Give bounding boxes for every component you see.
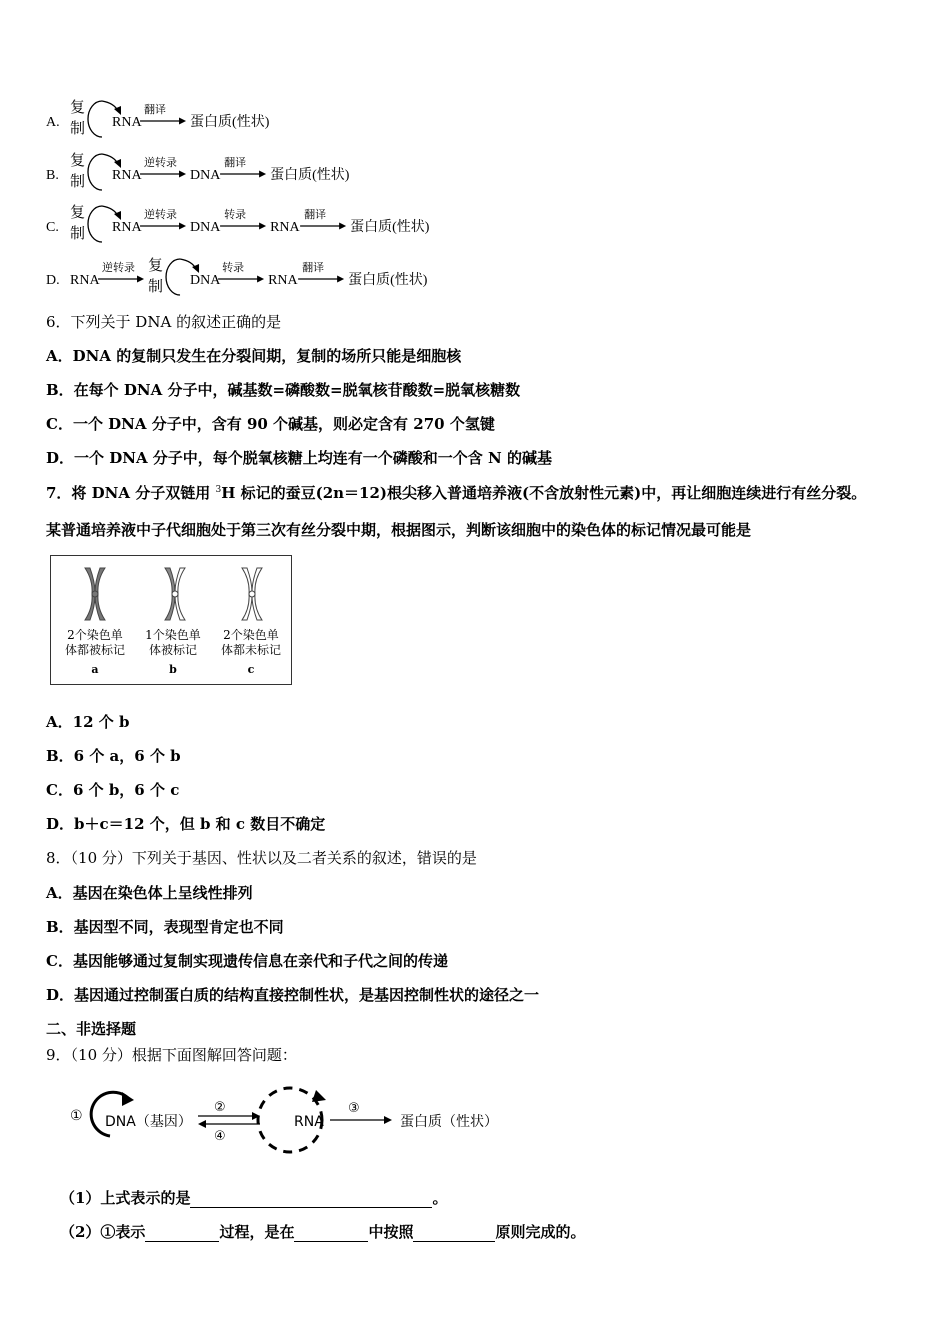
q8-option-c[interactable]: C．基因能够通过复制实现遗传信息在亲代和子代之间的传递 <box>46 952 448 970</box>
gene-expression-diagram <box>60 1078 520 1162</box>
loop-label-top: 复 <box>70 100 86 116</box>
figure-caption-c <box>211 628 291 677</box>
q9-stem: 9．（10 分）根据下面图解回答问题： <box>46 1046 297 1064</box>
diagram-rna: RNA <box>294 1114 324 1130</box>
caption-b-line2: 体被标记 <box>148 643 197 657</box>
option-letter: D. <box>46 273 60 288</box>
flow-prefix-label: 逆转录 <box>102 262 136 274</box>
q9-sub2-blank1[interactable] <box>145 1227 219 1242</box>
q9-sub2-blank2[interactable] <box>294 1227 368 1242</box>
flow-step-0-label: 逆转录 <box>144 157 178 169</box>
q7-stem-line2: 某普通培养液中子代细胞处于第三次有丝分裂中期，根据图示，判断该细胞中的染色体的标记情况最可能是 <box>46 521 752 539</box>
flow-target-0: DNA <box>190 168 221 183</box>
caption-a-line2: 体都被标记 <box>64 643 125 657</box>
q9-sub1-post: 。 <box>432 1189 448 1207</box>
loop-node: DNA <box>190 273 221 288</box>
q8-stem: 8．（10 分）下列关于基因、性状以及二者关系的叙述，错误的是 <box>46 849 477 867</box>
loop-node: RNA <box>112 220 142 235</box>
flow-prefix-node: RNA <box>70 273 100 288</box>
figure-caption-b <box>133 628 213 677</box>
loop-node: RNA <box>112 168 142 183</box>
figure-caption-a <box>55 628 135 677</box>
q9-sub2-c: 中按照 <box>368 1223 414 1241</box>
flow-prefix-arrowhead <box>137 276 144 283</box>
q6-option-b[interactable]: B．在每个 DNA 分子中，碱基数=磷酸数=脱氧核苷酸数=脱氧核糖数 <box>46 381 521 399</box>
replication-loop-icon <box>88 154 102 190</box>
diagram-num-3: ③ <box>348 1101 360 1116</box>
q8-option-a[interactable]: A．基因在染色体上呈线性排列 <box>46 884 253 902</box>
q9-sub2-blank3[interactable] <box>413 1227 495 1242</box>
flow-step-1-arrowhead <box>259 171 266 178</box>
flow-target-0: 蛋白质(性状) <box>190 115 270 130</box>
loop-node: RNA <box>112 115 142 130</box>
flow-step-0-label: 翻译 <box>144 104 167 116</box>
q7-stem-sup: 3 <box>215 485 222 495</box>
q7-option-d[interactable]: D．b＋c＝12 个，但 b 和 c 数目不确定 <box>46 815 326 833</box>
caption-c-tag: c <box>247 663 255 676</box>
loop-label-bottom: 制 <box>70 226 86 242</box>
q7-option-b[interactable]: B．6 个 a，6 个 b <box>46 747 181 765</box>
q9-sub1-pre: （1）上式表示的是 <box>60 1189 191 1207</box>
caption-a-tag: a <box>91 663 99 676</box>
flow-step-2-arrowhead <box>339 223 346 230</box>
replication-loop-icon <box>166 259 180 295</box>
q9-sub1-blank[interactable] <box>190 1193 432 1208</box>
flow-target-1: RNA <box>270 220 300 235</box>
chromosome-figure <box>50 555 292 685</box>
flow-option-a <box>46 95 366 141</box>
flow-step-0-arrowhead <box>257 276 264 283</box>
q9-sub1 <box>60 1187 447 1208</box>
q7-option-a[interactable]: A．12 个 b <box>46 713 130 731</box>
caption-b-line1: 1个染色单 <box>145 628 201 642</box>
flow-step-2-label: 翻译 <box>304 209 327 221</box>
q8-option-b[interactable]: B．基因型不同，表现型肯定也不同 <box>46 918 284 936</box>
q8-option-d[interactable]: D．基因通过控制蛋白质的结构直接控制性状，是基因控制性状的途径之一 <box>46 986 540 1004</box>
flow-step-1-arrowhead <box>337 276 344 283</box>
q9-sub2 <box>60 1221 586 1242</box>
caption-c-line1: 2个染色单 <box>223 628 279 642</box>
loop-label-bottom: 制 <box>70 121 86 137</box>
chromosome-b-icon <box>159 566 191 622</box>
caption-b-tag: b <box>169 663 177 676</box>
loop-label-bottom: 制 <box>70 174 86 190</box>
flow-step-1-label: 翻译 <box>224 157 247 169</box>
q6-stem: 6．下列关于 DNA 的叙述正确的是 <box>46 313 282 331</box>
loop-label-top: 复 <box>70 153 86 169</box>
loop-label-top: 复 <box>70 205 86 221</box>
diagram-num-1: ① <box>70 1108 83 1124</box>
flow-step-0-arrowhead <box>179 171 186 178</box>
diagram-dna: DNA（基因） <box>105 1114 192 1130</box>
q6-option-c[interactable]: C．一个 DNA 分子中，含有 90 个碱基，则必定含有 270 个氢键 <box>46 415 495 433</box>
diagram-num-2: ② <box>214 1100 226 1115</box>
loop-label-top: 复 <box>148 258 164 274</box>
flow-step-0-arrowhead <box>179 223 186 230</box>
flow-step-0-arrowhead <box>179 118 186 125</box>
flow-option-d <box>46 253 526 299</box>
replication-loop-icon <box>88 101 102 137</box>
q9-sub2-a: （2）①表示 <box>60 1223 146 1241</box>
flow-option-b <box>46 148 446 194</box>
q7-stem-part1: 7．将 DNA 分子双链用 <box>46 484 216 502</box>
flow-target-2: 蛋白质(性状) <box>350 220 430 235</box>
q9-sub2-b: 过程，是在 <box>219 1223 295 1241</box>
diagram-num-4: ④ <box>214 1129 226 1144</box>
flow-step-0-label: 转录 <box>222 262 245 274</box>
section-heading: 二、非选择题 <box>46 1020 137 1038</box>
caption-c-line2: 体都未标记 <box>220 643 281 657</box>
q7-stem <box>46 482 866 503</box>
option-letter: B. <box>46 168 59 183</box>
flow-step-1-label: 转录 <box>224 209 247 221</box>
q6-option-d[interactable]: D．一个 DNA 分子中，每个脱氧核糖上均连有一个磷酸和一个含 N 的碱基 <box>46 449 552 467</box>
flow-step-0-label: 逆转录 <box>144 209 178 221</box>
caption-a-line1: 2个染色单 <box>67 628 123 642</box>
diagram-protein: 蛋白质（性状） <box>400 1114 498 1130</box>
flow-target-1: 蛋白质(性状) <box>348 273 428 288</box>
option-letter: A. <box>46 115 60 130</box>
option-letter: C. <box>46 220 59 235</box>
flow-option-c <box>46 200 526 246</box>
flow-target-1: 蛋白质(性状) <box>270 168 350 183</box>
flow-target-0: DNA <box>190 220 221 235</box>
replication-loop-icon <box>88 206 102 242</box>
flow-target-0: RNA <box>268 273 298 288</box>
flow-step-1-arrowhead <box>259 223 266 230</box>
q9-sub2-d: 原则完成的。 <box>495 1223 586 1241</box>
q7-option-c[interactable]: C．6 个 b，6 个 c <box>46 781 180 799</box>
q6-option-a[interactable]: A．DNA 的复制只发生在分裂间期，复制的场所只能是细胞核 <box>46 347 462 365</box>
loop-label-bottom: 制 <box>148 279 164 295</box>
flow-step-1-label: 翻译 <box>302 262 325 274</box>
chromosome-a-icon <box>79 566 111 622</box>
chromosome-c-icon <box>236 566 268 622</box>
q7-stem-part2: H 标记的蚕豆(2n＝12)根尖移入普通培养液(不含放射性元素)中，再让细胞连续进行有丝分裂。 <box>221 484 867 502</box>
